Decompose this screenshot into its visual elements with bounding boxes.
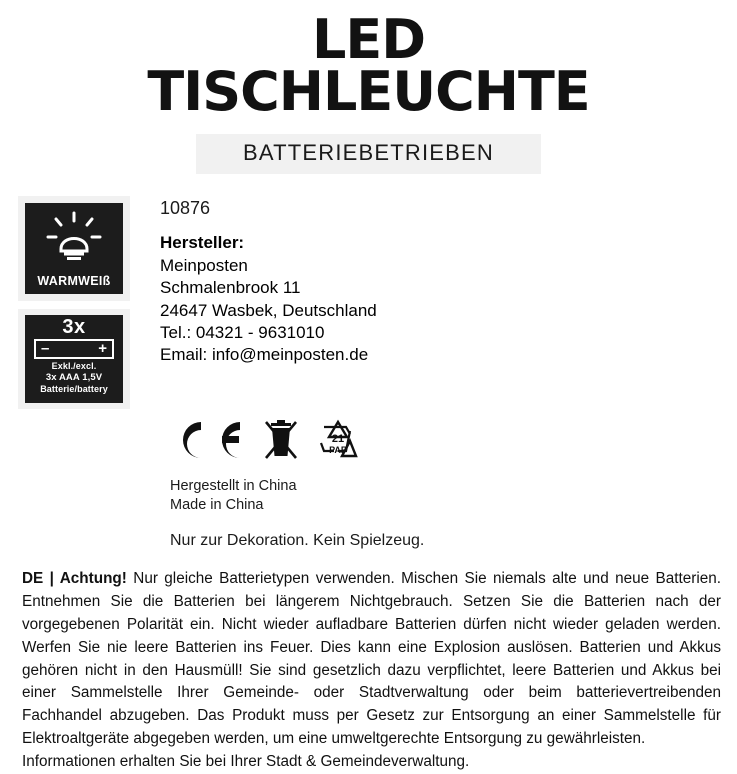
battery-minus-label: – — [41, 340, 50, 358]
product-info-section — [0, 196, 737, 550]
battery-note-3: Batterie/battery — [40, 383, 108, 394]
page-title — [0, 0, 737, 123]
light-color-badge — [18, 196, 130, 301]
warning-last-line: Informationen erhalten Sie bei Ihrer Stadt & Gemeindeverwaltung. — [22, 753, 470, 771]
manufacturer-block — [148, 196, 377, 367]
battery-note-2: 3x AAA 1,5V — [45, 371, 103, 383]
manufacturer-line-2: Schmalenbrook 11 — [160, 278, 301, 298]
product-sku: 10876 — [160, 197, 211, 218]
battery-plus-label: + — [98, 340, 107, 358]
manufacturer-line-1: Meinposten — [160, 255, 248, 275]
title-line-2: TISCHLEUCHTE — [147, 59, 590, 123]
manufacturer-phone: Tel.: 04321 - 9631010 — [160, 322, 325, 342]
subtitle-label: BATTERIEBETRIEBEN — [242, 139, 495, 165]
warning-prefix: DE | Achtung! — [22, 569, 127, 587]
battery-note-1: Exkl./excl. — [51, 360, 97, 371]
manufacturer-label: Hersteller: — [160, 232, 245, 252]
manufacturer-email: Email: info@meinposten.de — [160, 345, 369, 365]
svg-text:21: 21 — [331, 433, 345, 446]
compliance-symbols-row — [170, 415, 737, 471]
ce-mark — [170, 416, 246, 469]
badge-column — [18, 196, 148, 409]
pap-21-recycling-icon — [316, 417, 360, 468]
svg-text:PAP: PAP — [329, 445, 347, 456]
subtitle-banner — [196, 134, 541, 174]
warning-body: Nur gleiche Batterietypen verwenden. Mischen Sie niemals alte und neue Batterien. Entnehmen Sie die Batterien bei längerem Nichtgebrauch. Setzen Sie die Batterien nach der vorgegebenen Polarität ein. Nicht wieder aufladbare Batterien dürfen nicht wieder geladen werden. Werfen Sie nie leere Batterien ins Feuer. Dies kann eine Explosion auslösen. Batterien und Akkus gehören nicht in den Hausmüll! Sie sind gesetzlich dazu verpflichtet, leere Batterien und Akkus bei einer Sammelstelle Ihrer Gemeinde- oder Stadtverwaltung oder beim batterievertreibenden Fachhandel abzugeben. Das Produkt muss per Gesetz zur Entsorgung an einer Sammelstelle für Elektroaltgeräte abgegeben werden, um eine umweltgerechte Entsorgung zu gewährleisten. — [22, 569, 721, 748]
battery-count: 3x — [62, 315, 86, 338]
title-line-1: LED — [311, 8, 426, 71]
origin-en: Made in China — [170, 497, 264, 514]
battery-polarity-icon — [34, 339, 114, 359]
manufacturer-line-3: 24647 Wasbek, Deutschland — [160, 300, 377, 320]
weee-crossed-out-bin-icon — [264, 418, 298, 467]
lamp-icon — [43, 211, 105, 272]
safety-warning-paragraph — [22, 568, 721, 774]
decoration-note: Nur zur Dekoration. Kein Spielzeug. — [170, 531, 425, 549]
origin-de: Hergestellt in China — [170, 477, 297, 494]
battery-badge — [18, 309, 130, 409]
light-color-label: WARMWEIß — [37, 273, 111, 288]
origin-block — [170, 477, 737, 516]
